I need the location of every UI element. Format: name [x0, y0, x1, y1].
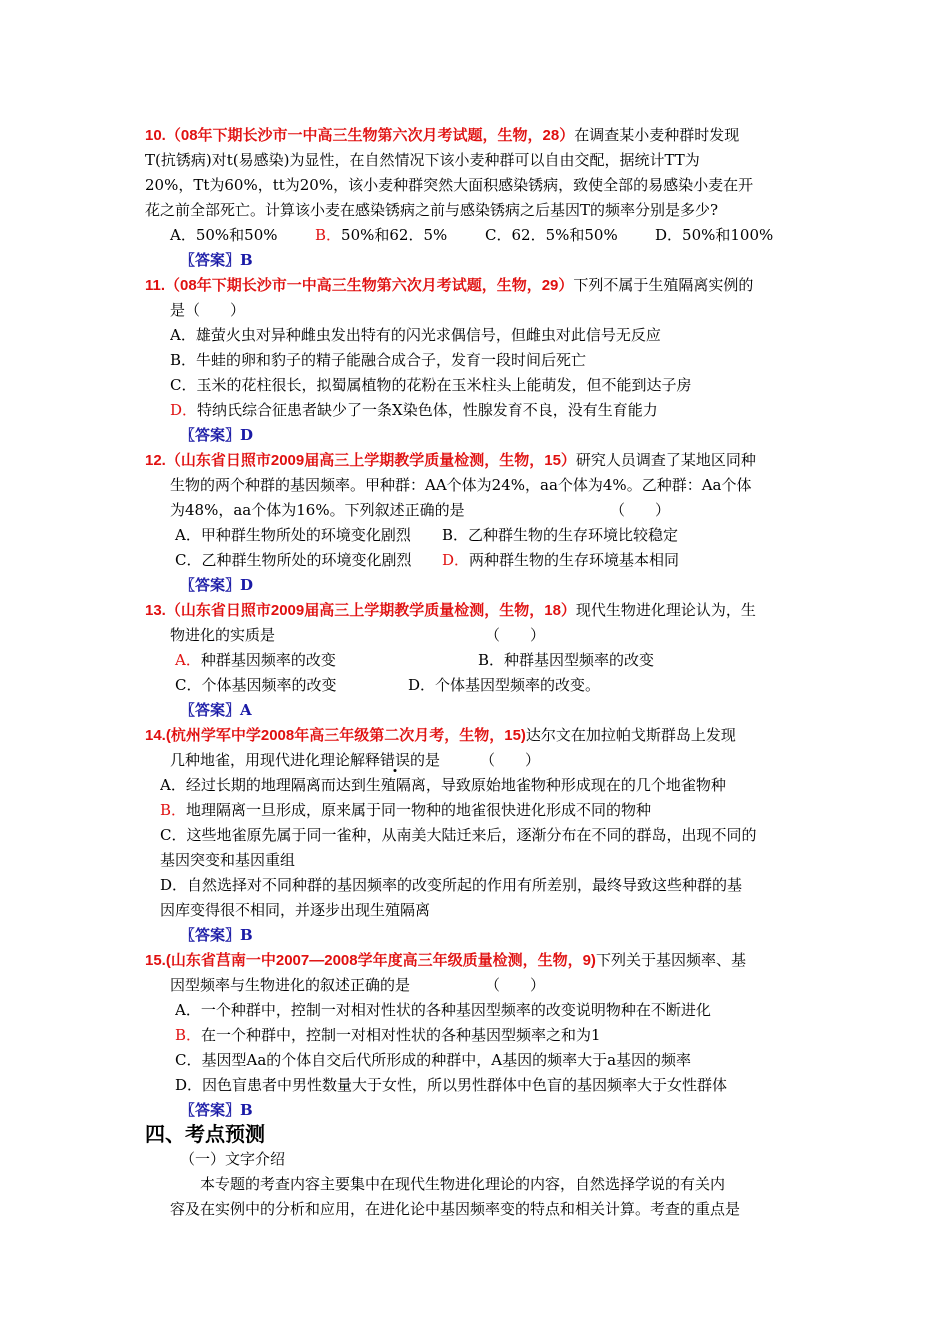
- q14-answer: 〖答案〗B: [180, 926, 253, 944]
- q10-source: （08年下期长沙市一中高三生物第六次月考试题，生物，28）: [165, 127, 575, 144]
- q10-option-d: D．50%和100%: [655, 226, 774, 244]
- q15-option-a: A．一个种群中，控制一对相对性状的各种基因型频率的改变说明物种在不断进化: [175, 1001, 711, 1019]
- q11-source: （08年下期长沙市一中高三生物第六次月考试题，生物，29）: [165, 277, 574, 294]
- q12-line-3: 为48%，aa个体为16%。下列叙述正确的是 （ ）: [170, 498, 835, 523]
- q13-option-d: D．个体基因型频率的改变。: [408, 676, 601, 694]
- q12-option-c: C．乙种群生物所处的环境变化剧烈: [175, 551, 412, 569]
- q13-options-cd: [170, 673, 835, 698]
- q14-number: 14.: [145, 727, 166, 744]
- q10-line-4: 花之前全部死亡。计算该小麦在感染锈病之前与感染锈病之后基因T的频率分别是多少?: [145, 201, 719, 219]
- q13-source: （山东省日照市2009届高三上学期教学质量检测，生物，18）: [165, 602, 576, 619]
- q10-text-1: 在调查某小麦种群时发现: [574, 126, 740, 144]
- q10-option-b: B．50%和62．5%: [315, 226, 448, 244]
- q10-answer: 〖答案〗B: [180, 251, 253, 269]
- q10-option-c: C．62．5%和50%: [485, 226, 618, 244]
- q15-option-c: C．基因型Aa的个体自交后代所形成的种群中，A基因的频率大于a基因的频率: [175, 1051, 692, 1069]
- q12-option-b: B．乙种群生物的生存环境比较稳定: [442, 526, 679, 544]
- q11-line-1: [145, 273, 810, 298]
- q10-line-2: T(抗锈病)对t(易感染)为显性，在自然情况下该小麦种群可以自由交配，据统计TT为: [145, 151, 700, 169]
- q12-options-ab: [170, 523, 835, 548]
- q11-option-d: D．特纳氏综合征患者缺少了一条X染色体，性腺发育不良，没有生育能力: [170, 401, 658, 419]
- q15-line-1: [145, 948, 810, 973]
- q13-line-2: 物进化的实质是 （ ）: [170, 623, 835, 648]
- q13-option-c: C．个体基因频率的改变: [175, 676, 337, 694]
- section-body-line-2: 容及在实例中的分析和应用，在进化论中基因频率变的特点和相关计算。考查的重点是: [170, 1200, 741, 1218]
- q10-line-1: [145, 123, 810, 148]
- q10-line-3: 20%，Tt为60%，tt为20%，该小麦种群突然大面积感染锈病，致使全部的易感染小麦在开: [145, 176, 754, 194]
- q14-option-b: B．地理隔离一旦形成，原来属于同一物种的地雀很快进化形成不同的物种: [160, 801, 652, 819]
- q12-options-cd: [170, 548, 835, 573]
- q15-option-b: B．在一个种群中，控制一对相对性状的各种基因型频率之和为1: [175, 1026, 601, 1044]
- q13-option-a: A．种群基因频率的改变: [175, 651, 336, 669]
- q15-bracket: （ ）: [485, 976, 546, 994]
- q14-option-d-cont: 因库变得很不相同，并逐步出现生殖隔离: [160, 901, 431, 919]
- q10-number: 10.: [145, 127, 166, 144]
- q15-source: (山东省莒南一中2007—2008学年度高三年级质量检测，生物，9): [165, 952, 596, 969]
- q14-emphasis-wrong: 错误: [380, 751, 411, 769]
- q12-option-a: A．甲种群生物所处的环境变化剧烈: [175, 526, 411, 544]
- q15-answer: 〖答案〗B: [180, 1101, 253, 1119]
- q12-line-1: [145, 448, 810, 473]
- q11-text-1: 下列不属于生殖隔离实例的: [573, 276, 754, 294]
- q15-line-2: 因型频率与生物进化的叙述正确的是 （ ）: [170, 973, 835, 998]
- q14-line-2: 几种地雀，用现代进化理论解释错误的是 （ ）: [170, 748, 835, 773]
- section-title: 四、考点预测: [145, 1122, 265, 1146]
- q12-line-2: 生物的两个种群的基因频率。甲种群：AA个体为24%，aa个体为4%。乙种群：Aa个体: [170, 476, 752, 494]
- q14-line-1: [145, 723, 810, 748]
- q15-text-1: 下列关于基因频率、基: [595, 951, 746, 969]
- q12-number: 12.: [145, 452, 166, 469]
- q13-option-b: B．种群基因型频率的改变: [478, 651, 655, 669]
- q14-bracket: （ ）: [480, 751, 541, 769]
- q14-option-d: D．自然选择对不同种群的基因频率的改变所起的作用有所差别，最终导致这些种群的基: [160, 876, 743, 894]
- q10-option-a: A．50%和50%: [170, 226, 278, 244]
- q14-option-c: C．这些地雀原先属于同一雀种，从南美大陆迁来后，逐渐分布在不同的群岛，出现不同的: [160, 826, 757, 844]
- q11-number: 11.: [145, 277, 166, 294]
- q13-line-1: [145, 598, 810, 623]
- q13-bracket: （ ）: [485, 626, 546, 644]
- q11-answer: 〖答案〗D: [180, 426, 254, 444]
- q10-options: [145, 223, 810, 248]
- q14-text-1: 达尔文在加拉帕戈斯群岛上发现: [525, 726, 736, 744]
- q12-text-1: 研究人员调查了某地区同种: [575, 451, 756, 469]
- q11-option-a: A．雄萤火虫对异种雌虫发出特有的闪光求偶信号，但雌虫对此信号无反应: [170, 326, 661, 344]
- q14-option-c-cont: 基因突变和基因重组: [160, 851, 296, 869]
- q11-option-c: C．玉米的花柱很长，拟蜀属植物的花粉在玉米柱头上能萌发，但不能到达子房: [170, 376, 692, 394]
- section-subtitle: （一）文字介绍: [180, 1150, 286, 1168]
- q12-source: （山东省日照市2009届高三上学期教学质量检测，生物，15）: [165, 452, 576, 469]
- q15-option-d: D．因色盲患者中男性数量大于女性，所以男性群体中色盲的基因频率大于女性群体: [175, 1076, 728, 1094]
- q15-number: 15.: [145, 952, 166, 969]
- q14-source: (杭州学军中学2008年高三年级第二次月考，生物，15): [165, 727, 526, 744]
- q14-option-a: A．经过长期的地理隔离而达到生殖隔离，导致原始地雀物种形成现在的几个地雀物种: [160, 776, 726, 794]
- q13-options-ab: [170, 648, 835, 673]
- q13-text-1: 现代生物进化理论认为，生: [575, 601, 756, 619]
- q13-number: 13.: [145, 602, 166, 619]
- section-body-line-1: 本专题的考查内容主要集中在现代生物进化理论的内容，自然选择学说的有关内: [200, 1175, 726, 1193]
- q12-bracket: （ ）: [610, 501, 671, 519]
- q13-answer: 〖答案〗A: [180, 701, 252, 719]
- q11-line-2: 是（ ）: [170, 301, 246, 319]
- q12-answer: 〖答案〗D: [180, 576, 254, 594]
- q11-option-b: B．牛蛙的卵和豹子的精子能融合成合子，发育一段时间后死亡: [170, 351, 587, 369]
- q12-option-d: D．两种群生物的生存环境基本相同: [442, 551, 680, 569]
